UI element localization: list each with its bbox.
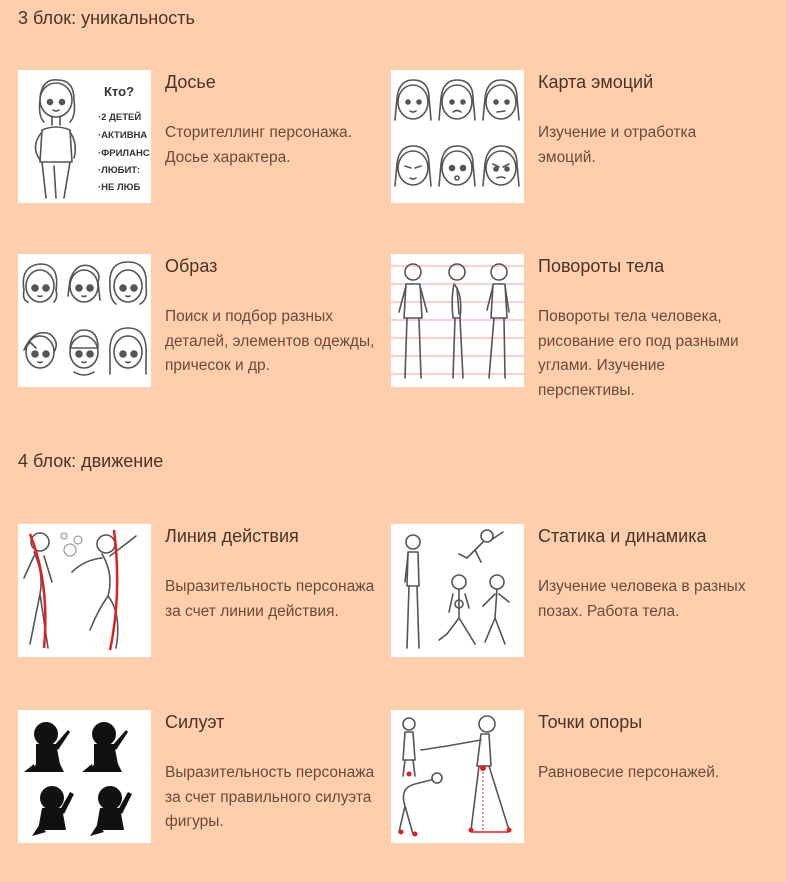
card-body-turns[interactable]: [391, 254, 761, 399]
dossier-thumb-line: ·НЕ ЛЮБ: [98, 182, 141, 193]
static-dynamic-image: [391, 524, 524, 657]
silhouette-image: [18, 710, 151, 843]
section-title-uniqueness: 3 блок: уникальность: [18, 8, 195, 28]
card-title: Статика и динамика: [538, 526, 707, 546]
dossier-thumb-line: ·ЛЮБИТ:: [98, 165, 141, 176]
card-emotion-map[interactable]: [391, 70, 761, 210]
image-style-image: [18, 254, 151, 387]
card-static-dynamic[interactable]: [391, 524, 761, 664]
card-silhouette[interactable]: [18, 710, 388, 850]
card-title: Образ: [165, 256, 218, 276]
dossier-thumb-line: ·АКТИВНА: [98, 130, 148, 141]
card-support-points[interactable]: [391, 710, 761, 850]
card-title: Карта эмоций: [538, 72, 654, 92]
card-description: Равновесие персонажей.: [538, 764, 720, 781]
card-title: Повороты тела: [538, 256, 665, 276]
dossier-thumb-line: ·ФРИЛАНС: [98, 148, 150, 159]
card-title: Точки опоры: [538, 712, 643, 732]
card-title: Линия действия: [165, 526, 299, 546]
dossier-thumb-line: ·2 ДЕТЕЙ: [98, 112, 142, 123]
line-of-action-image: [18, 524, 151, 657]
card-description: Выразительность персонажа за счет правильного силуэта фигуры.: [165, 764, 375, 830]
support-points-image: [391, 710, 524, 843]
card-description: Повороты тела человека, рисование его под разными углами. Изучение перспективы.: [538, 308, 739, 399]
dossier-thumb-line: Кто?: [104, 84, 135, 99]
section-title-movement: 4 блок: движение: [18, 451, 164, 471]
card-description: Выразительность персонажа за счет линии действия.: [165, 578, 375, 620]
card-description: Изучение и отработка эмоций.: [538, 124, 697, 166]
emotion-map-image: [391, 70, 524, 203]
card-image-style[interactable]: [18, 254, 388, 394]
body-turns-image: [391, 254, 524, 387]
dossier-image: [18, 70, 151, 203]
card-line-of-action[interactable]: [18, 524, 388, 664]
card-description: Изучение человека в разных позах. Работа тела.: [538, 578, 746, 620]
card-dossier[interactable]: [18, 70, 388, 210]
card-title: Силуэт: [165, 712, 225, 732]
card-title: Досье: [165, 72, 216, 92]
card-description: Поиск и подбор разных деталей, элементов одежды, причесок и др.: [165, 308, 375, 374]
card-description: Сторителлинг персонажа. Досье характера.: [165, 124, 352, 166]
